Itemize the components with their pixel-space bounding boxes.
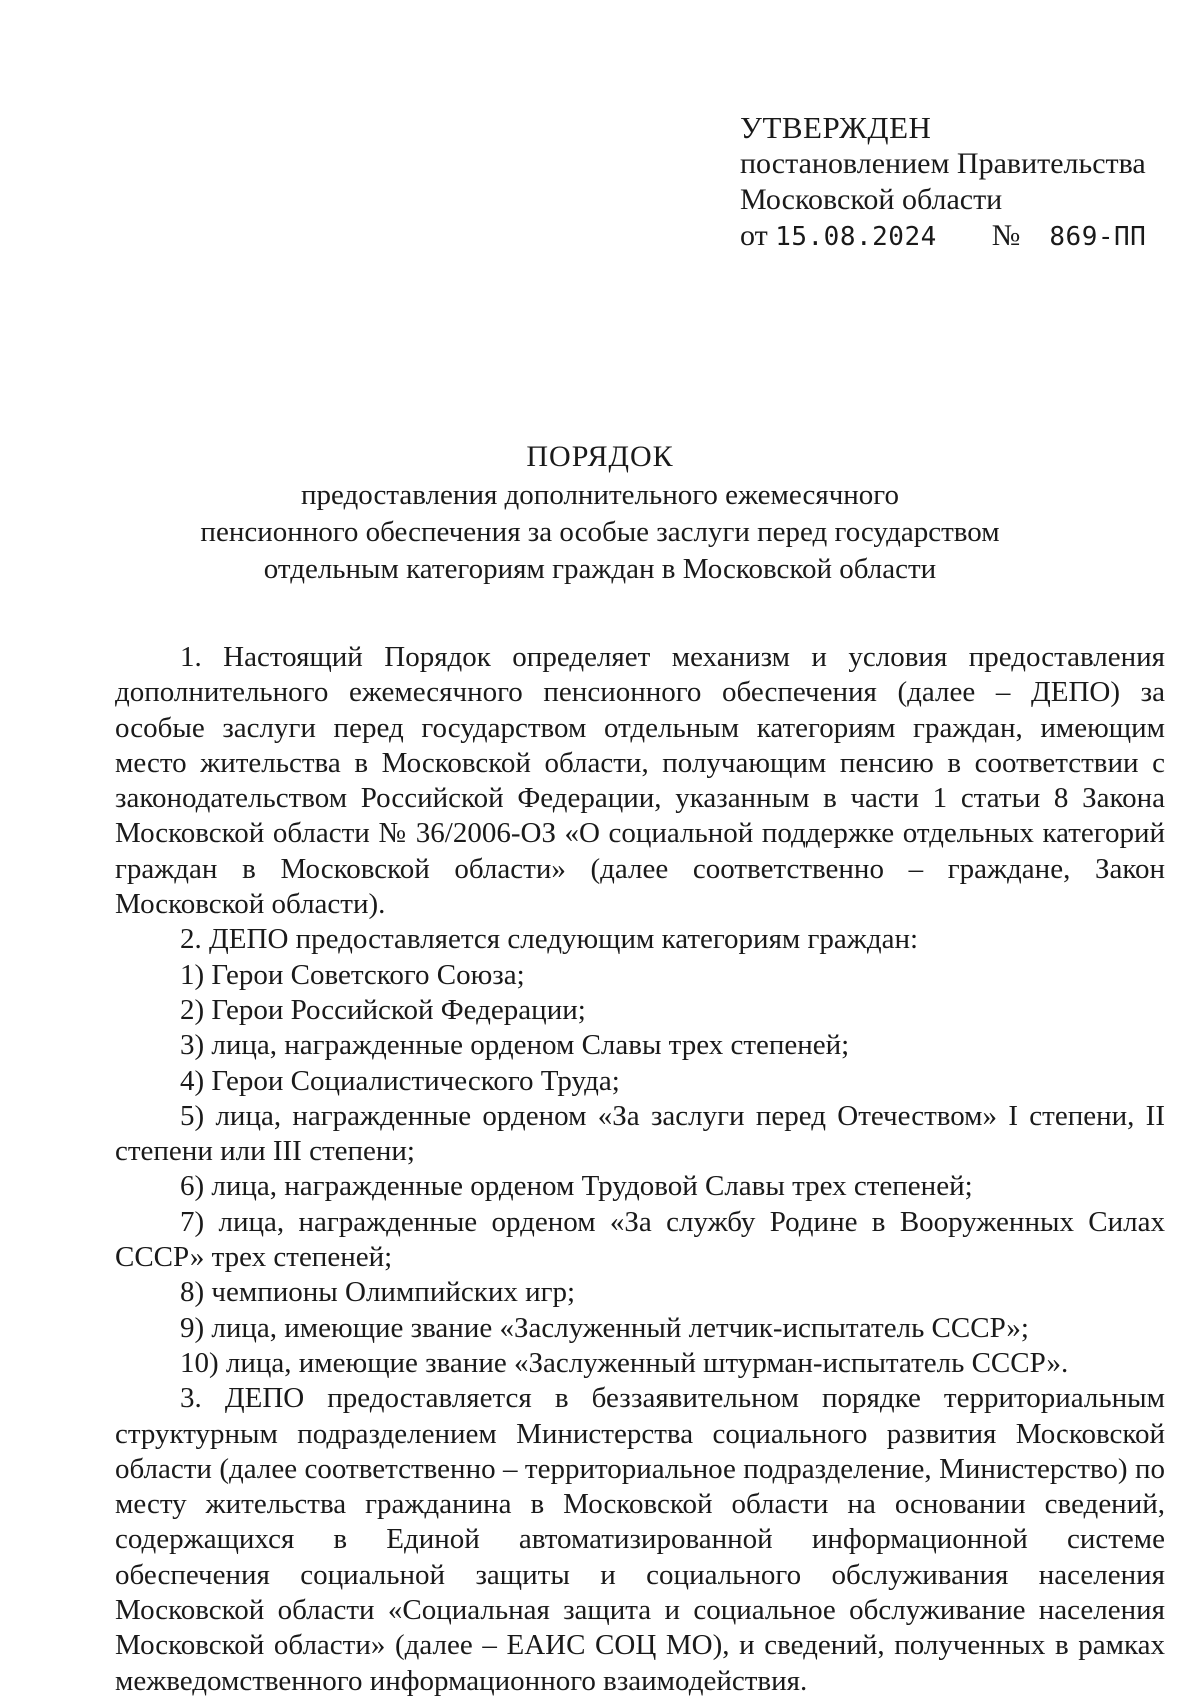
paragraph-3: 3. ДЕПО предоставляется в беззаявительном порядке территориальным структурным подразделением Министерства социального развития Московской области (далее соответственно – территориальное подразделение, Министерство) по месту жительства гражданина в Московской области на основании сведений, содержащихся в Единой автоматизированной информационной системе обеспечения социальной защиты и социального обслуживания населения Московской области «Социальная защита и социальное обслуживание населения Московской области» (далее – ЕАИС СОЦ МО), и сведений, полученных в рамках межведомственного информационного взаимодействия.: [115, 1382, 1165, 1697]
paragraph-1: 1. Настоящий Порядок определяет механизм и условия предоставления дополнительного ежемесячного пенсионного обеспечения (далее – ДЕПО) за особые заслуги перед государством отдельным категориям граждан, имеющим место жительства в Московской области, получающим пенсию в соответствии с законодательством Российской Федерации, указанным в части 1 статьи 8 Закона Московской области № 36/2006-ОЗ «О социальной поддержке отдельных категорий граждан в Московской области» (далее соответственно – граждане, Закон Московской области).: [115, 641, 1165, 921]
paragraph-2: 2. ДЕПО предоставляется следующим категориям граждан:: [180, 923, 919, 956]
date-prefix: от: [740, 219, 768, 252]
list-item-9: 9) лица, имеющие звание «Заслуженный летчик-испытатель СССР»;: [180, 1311, 1029, 1344]
title-line-1: предоставления дополнительного ежемесячного: [301, 479, 899, 511]
list-item-5: 5) лица, награжденные орденом «За заслуги перед Отечеством» I степени, II степени или III степени;: [115, 1099, 1165, 1168]
approval-heading: УТВЕРЖДЕН: [740, 110, 932, 145]
list-item-3: 3) лица, награжденные орденом Славы трех степеней;: [180, 1029, 850, 1062]
approval-stamp: [740, 110, 1146, 255]
list-item-7: 7) лица, награжденные орденом «За службу Родине в Вооруженных Силах СССР» трех степеней;: [115, 1205, 1165, 1274]
number-prefix: №: [991, 219, 1021, 252]
title-line-3: отдельным категориям граждан в Московской области: [263, 553, 937, 585]
title-main: ПОРЯДОК: [526, 440, 674, 473]
approval-date: 15.08.2024: [775, 222, 937, 252]
list-item-1: 1) Герои Советского Союза;: [180, 958, 525, 991]
title-line-2: пенсионного обеспечения за особые заслуги перед государством: [200, 516, 1000, 548]
list-item-2: 2) Герои Российской Федерации;: [180, 993, 586, 1026]
list-item-8: 8) чемпионы Олимпийских игр;: [180, 1276, 576, 1309]
document-body: [115, 640, 1165, 1699]
approval-line-1: постановлением Правительства: [740, 147, 1146, 180]
list-item-6: 6) лица, награжденные орденом Трудовой Славы трех степеней;: [180, 1170, 973, 1203]
document-title: [0, 438, 1200, 588]
approval-number: 869-ПП: [1049, 222, 1147, 252]
list-item-10: 10) лица, имеющие звание «Заслуженный штурман-испытатель СССР».: [180, 1346, 1069, 1379]
approval-line-2: Московской области: [740, 183, 1003, 216]
list-item-4: 4) Герои Социалистического Труда;: [180, 1064, 620, 1097]
approval-date-row: [740, 218, 1146, 255]
